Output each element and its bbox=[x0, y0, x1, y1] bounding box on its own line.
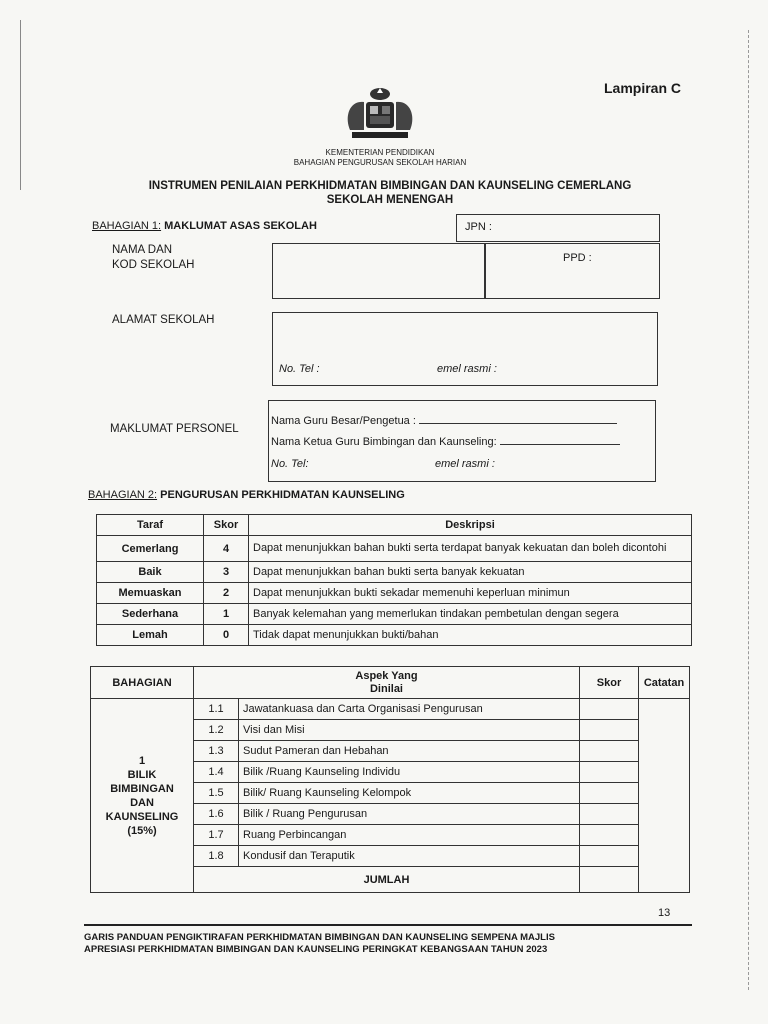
ppd-label: PPD : bbox=[563, 252, 592, 264]
item-text: Ruang Perbincangan bbox=[239, 825, 580, 846]
score-cell[interactable] bbox=[580, 720, 639, 741]
page-number: 13 bbox=[658, 907, 671, 919]
desc-cell: Dapat menunjukkan bahan bukti serta banyak kekuatan bbox=[249, 562, 692, 583]
personnel-box bbox=[268, 400, 656, 482]
score-cell[interactable] bbox=[580, 699, 639, 720]
item-text: Bilik/ Ruang Kaunseling Kelompok bbox=[239, 783, 580, 804]
item-text: Jawatankuasa dan Carta Organisasi Pengurusan bbox=[239, 699, 580, 720]
section1-title: MAKLUMAT ASAS SEKOLAH bbox=[164, 220, 317, 232]
school-name-line1: NAMA DAN bbox=[112, 244, 173, 256]
title-line1: INSTRUMEN PENILAIAN PERKHIDMATAN BIMBINGAN DAN KAUNSELING CEMERLANG bbox=[148, 180, 632, 192]
item-number: 1.6 bbox=[194, 804, 239, 825]
item-number: 1.5 bbox=[194, 783, 239, 804]
school-name-field[interactable] bbox=[272, 243, 486, 299]
footer-divider bbox=[84, 924, 692, 926]
personnel-tel-label: No. Tel: bbox=[271, 458, 309, 470]
item-text: Bilik / Ruang Pengurusan bbox=[239, 804, 580, 825]
school-name-line2: KOD SEKOLAH bbox=[112, 259, 195, 271]
section-line6: (15%) bbox=[127, 824, 157, 837]
table-row bbox=[97, 625, 692, 646]
document-title bbox=[110, 179, 670, 207]
desc-cell: Tidak dapat menunjukkan bukti/bahan bbox=[249, 625, 692, 646]
skor-cell: 2 bbox=[204, 583, 249, 604]
score-cell[interactable] bbox=[580, 762, 639, 783]
section1-heading bbox=[92, 220, 317, 232]
rating-header-row bbox=[97, 515, 692, 536]
principal-input-line bbox=[419, 423, 617, 424]
taraf-cell: Lemah bbox=[97, 625, 204, 646]
counselor-head-row[interactable] bbox=[271, 436, 620, 448]
skor-cell: 1 bbox=[204, 604, 249, 625]
skor-cell: 4 bbox=[204, 536, 249, 562]
footer-line1: GARIS PANDUAN PENGIKTIRAFAN PERKHIDMATAN BIMBINGAN DAN KAUNSELING SEMPENA MAJLIS bbox=[84, 932, 555, 943]
skor-cell: 3 bbox=[204, 562, 249, 583]
header-skor: Skor bbox=[204, 515, 249, 536]
section2-heading bbox=[88, 489, 405, 501]
coat-of-arms-icon bbox=[340, 86, 420, 142]
skor-cell: 0 bbox=[204, 625, 249, 646]
score-cell[interactable] bbox=[580, 825, 639, 846]
section-line4: DAN bbox=[130, 796, 154, 809]
scan-edge-right bbox=[748, 30, 749, 990]
item-text: Visi dan Misi bbox=[239, 720, 580, 741]
jpn-label: JPN : bbox=[465, 221, 492, 233]
principal-label: Nama Guru Besar/Pengetua : bbox=[271, 415, 416, 427]
counselor-head-input-line bbox=[500, 444, 620, 445]
table-row bbox=[97, 604, 692, 625]
table-row bbox=[97, 536, 692, 562]
section-line2: BILIK bbox=[127, 768, 157, 781]
aspect-table bbox=[90, 666, 690, 893]
footer-text bbox=[84, 932, 692, 956]
item-number: 1.4 bbox=[194, 762, 239, 783]
school-name-label bbox=[112, 243, 194, 273]
title-line2: SEKOLAH MENENGAH bbox=[326, 194, 454, 206]
address-field[interactable] bbox=[272, 312, 658, 386]
item-number: 1.2 bbox=[194, 720, 239, 741]
taraf-cell: Memuaskan bbox=[97, 583, 204, 604]
footer-line2: APRESIASI PERKHIDMATAN BIMBINGAN DAN KAUNSELING PERINGKAT KEBANGSAAN TAHUN 2023 bbox=[84, 944, 548, 955]
jpn-field[interactable] bbox=[456, 214, 660, 242]
counselor-head-label: Nama Ketua Guru Bimbingan dan Kaunseling: bbox=[271, 436, 497, 448]
taraf-cell: Sederhana bbox=[97, 604, 204, 625]
section1-label: BAHAGIAN 1: bbox=[92, 220, 162, 232]
desc-cell: Dapat menunjukkan bukti sekadar memenuhi keperluan minimun bbox=[249, 583, 692, 604]
ministry-line2: BAHAGIAN PENGURUSAN SEKOLAH HARIAN bbox=[293, 158, 467, 167]
header-skor: Skor bbox=[580, 667, 639, 699]
taraf-cell: Cemerlang bbox=[97, 536, 204, 562]
table-row bbox=[97, 562, 692, 583]
section-line3: BIMBINGAN bbox=[110, 782, 174, 795]
rating-table bbox=[96, 514, 692, 646]
total-label: JUMLAH bbox=[194, 867, 580, 893]
header-taraf: Taraf bbox=[97, 515, 204, 536]
scan-edge-left bbox=[20, 20, 21, 190]
notes-cell[interactable] bbox=[639, 699, 690, 893]
personnel-email-label: emel rasmi : bbox=[435, 458, 495, 470]
item-number: 1.1 bbox=[194, 699, 239, 720]
ppd-field[interactable] bbox=[484, 243, 660, 299]
item-text: Sudut Pameran dan Hebahan bbox=[239, 741, 580, 762]
section-line1: 1 bbox=[138, 754, 146, 767]
desc-cell: Banyak kelemahan yang memerlukan tindakan pembetulan dengan segera bbox=[249, 604, 692, 625]
school-email-label: emel rasmi : bbox=[437, 363, 497, 375]
score-cell[interactable] bbox=[580, 804, 639, 825]
score-cell[interactable] bbox=[580, 783, 639, 804]
ministry-line1: KEMENTERIAN PENDIDIKAN bbox=[325, 148, 435, 157]
item-number: 1.7 bbox=[194, 825, 239, 846]
section2-title: PENGURUSAN PERKHIDMATAN KAUNSELING bbox=[160, 489, 405, 501]
item-text: Kondusif dan Teraputik bbox=[239, 846, 580, 867]
school-tel-label: No. Tel : bbox=[279, 363, 320, 375]
taraf-cell: Baik bbox=[97, 562, 204, 583]
appendix-label: Lampiran C bbox=[604, 80, 682, 96]
desc-cell: Dapat menunjukkan bahan bukti serta terdapat banyak kekuatan dan boleh dicontohi bbox=[249, 536, 692, 562]
table-row bbox=[97, 583, 692, 604]
table-row bbox=[91, 699, 690, 720]
header-aspek bbox=[194, 667, 580, 699]
address-label: ALAMAT SEKOLAH bbox=[112, 314, 215, 326]
section-cell bbox=[91, 699, 194, 893]
header-catatan: Catatan bbox=[639, 667, 690, 699]
header-aspek-line1: Aspek Yang bbox=[355, 669, 418, 682]
total-score-cell[interactable] bbox=[580, 867, 639, 893]
header-deskripsi: Deskripsi bbox=[249, 515, 692, 536]
section2-label: BAHAGIAN 2: bbox=[88, 489, 158, 501]
item-number: 1.3 bbox=[194, 741, 239, 762]
aspect-header-row bbox=[91, 667, 690, 699]
header-bahagian: BAHAGIAN bbox=[91, 667, 194, 699]
item-number: 1.8 bbox=[194, 846, 239, 867]
section-line5: KAUNSELING bbox=[105, 810, 179, 823]
principal-row[interactable] bbox=[271, 415, 617, 427]
personnel-label: MAKLUMAT PERSONEL bbox=[110, 423, 239, 435]
header-aspek-line2: Dinilai bbox=[369, 682, 403, 695]
score-cell[interactable] bbox=[580, 846, 639, 867]
score-cell[interactable] bbox=[580, 741, 639, 762]
item-text: Bilik /Ruang Kaunseling Individu bbox=[239, 762, 580, 783]
ministry-name bbox=[250, 148, 510, 168]
